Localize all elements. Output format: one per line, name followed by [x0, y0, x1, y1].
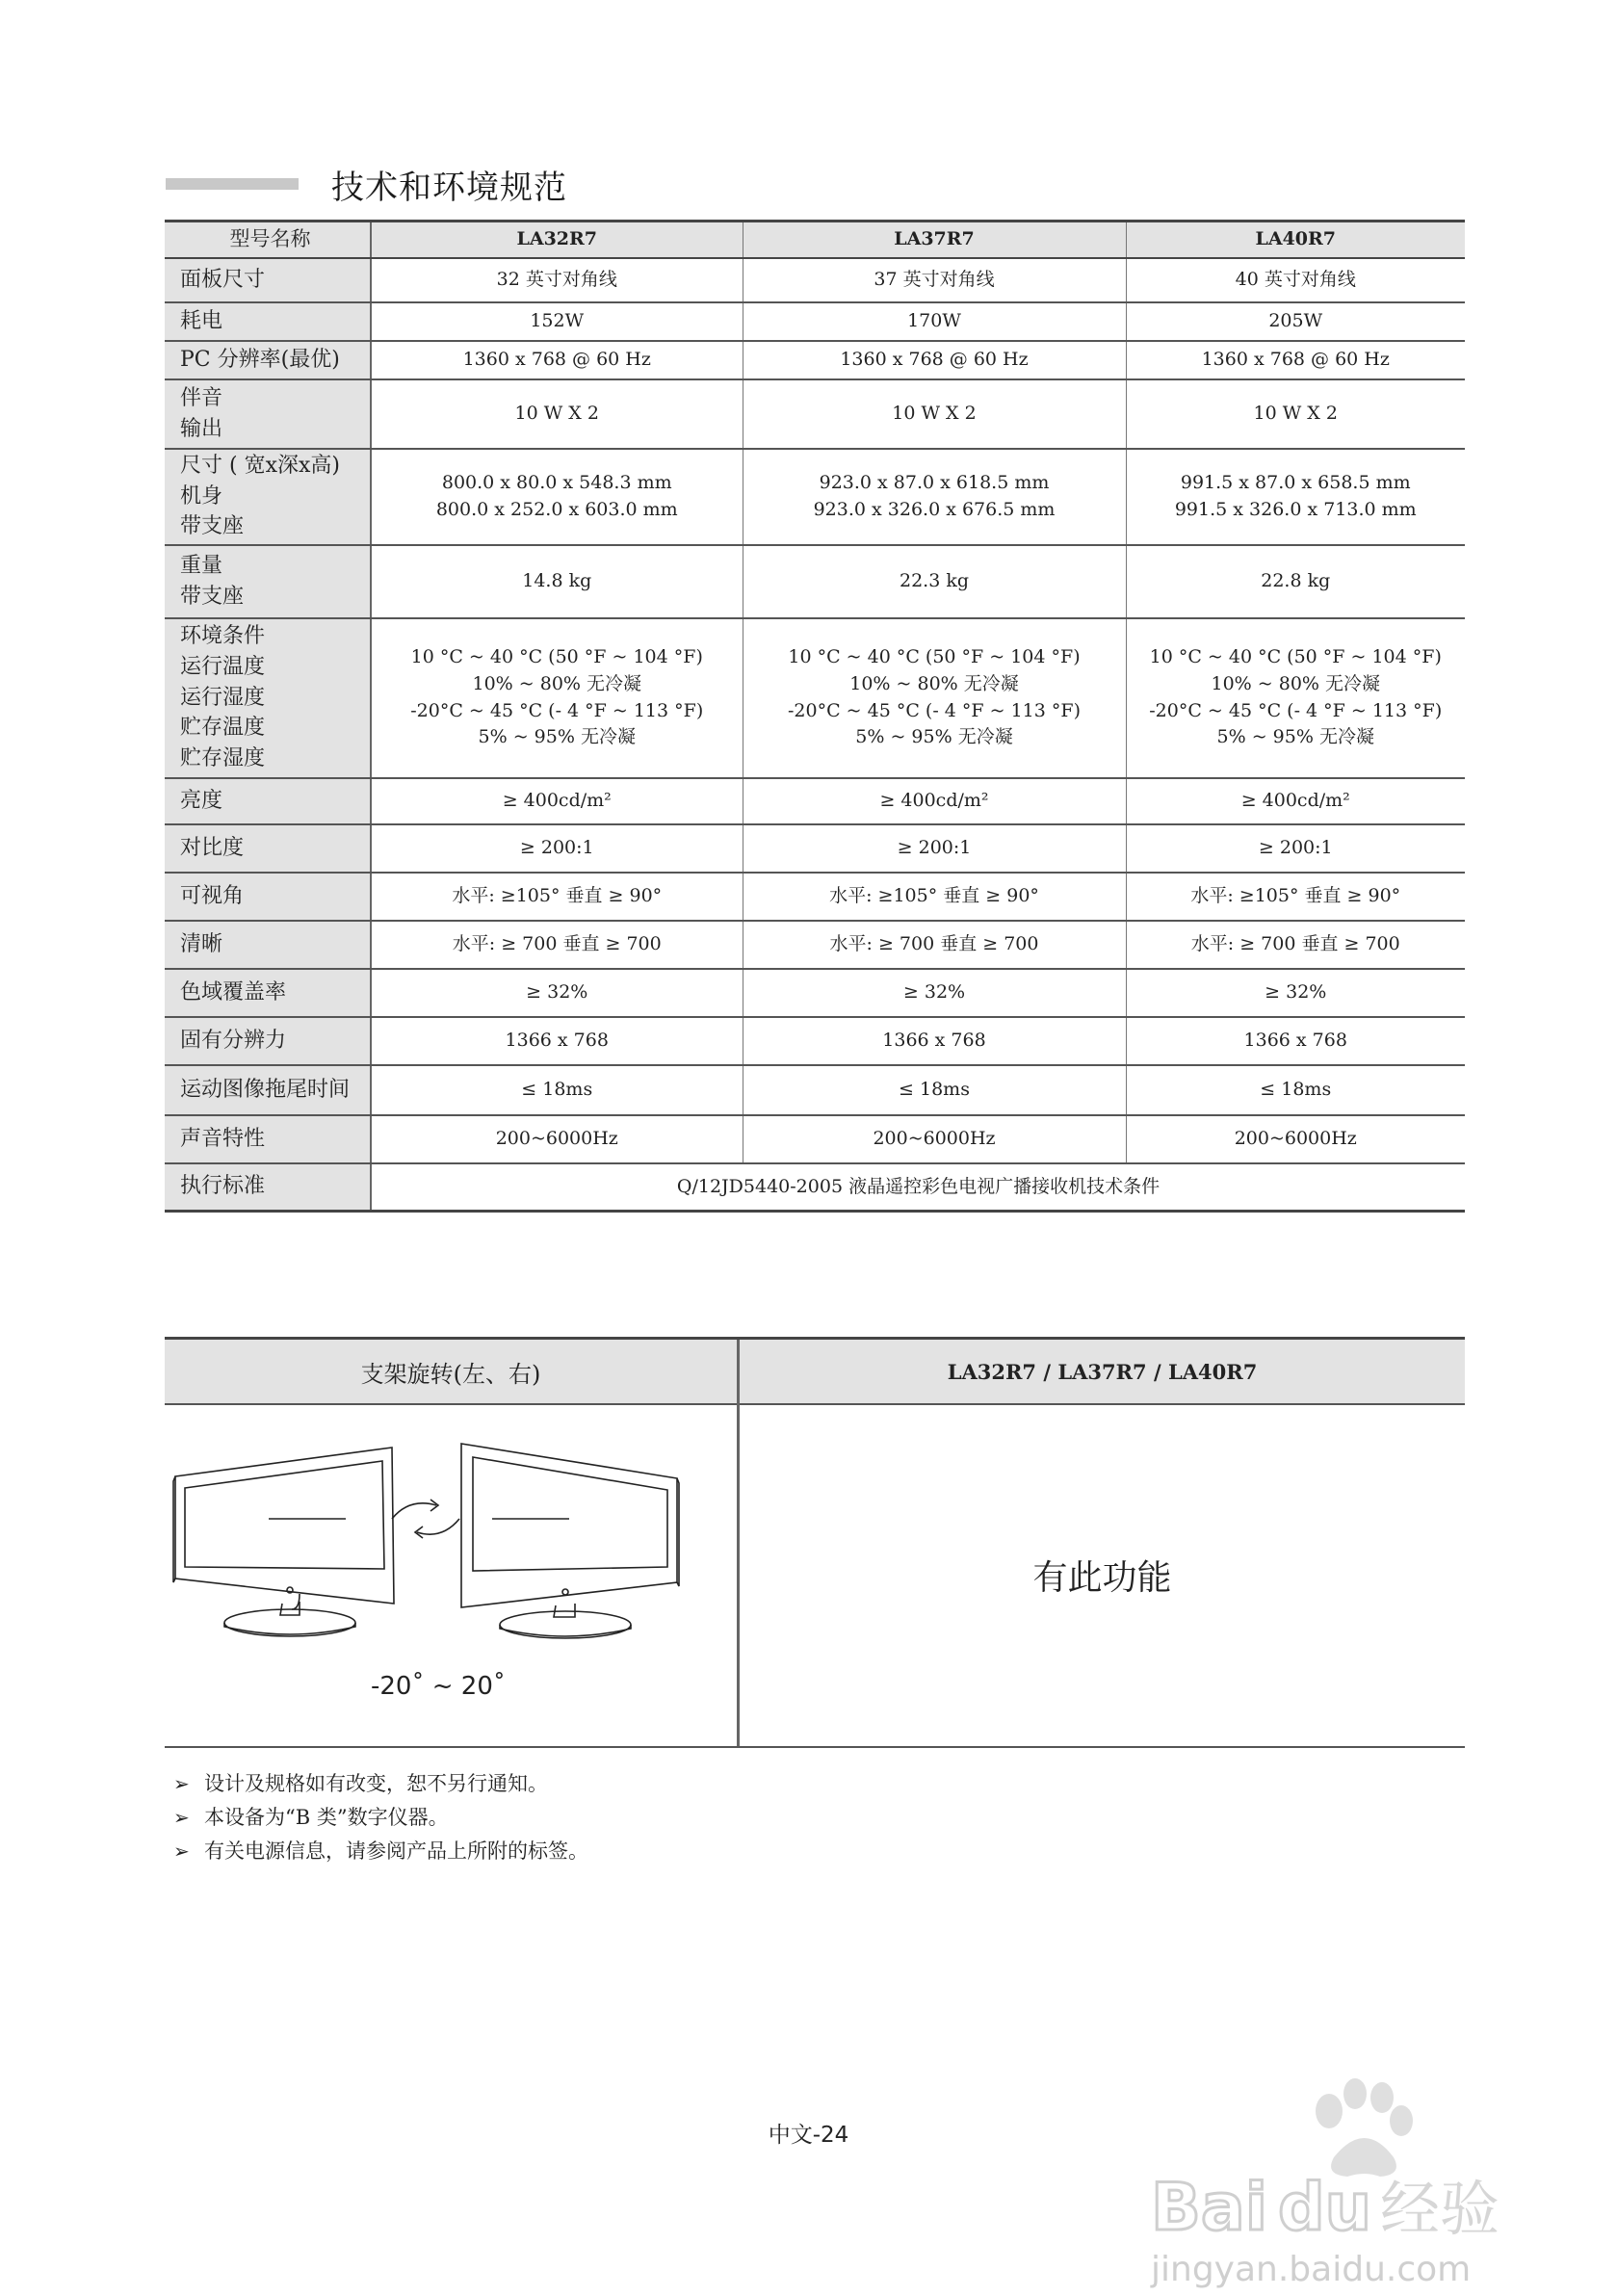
- right-tv-stand-icon: [500, 1611, 631, 1638]
- spec-label-line: 贮存湿度: [180, 746, 266, 771]
- spec-row: [165, 1065, 1465, 1115]
- spec-value-cell: [743, 873, 1126, 921]
- spec-value-line: 1366 x 768: [1243, 1029, 1347, 1051]
- spec-value-cell: [1126, 1065, 1465, 1115]
- spec-label-cell: [165, 545, 371, 618]
- spec-label-line: 色域覆盖率: [180, 979, 287, 1004]
- spec-header-row: [165, 222, 1465, 258]
- spec-value-line: 水平: ≥ 700 垂直 ≥ 700: [452, 932, 662, 954]
- svg-text:Bai: Bai: [1151, 2170, 1268, 2246]
- spec-value-cell: [743, 302, 1126, 341]
- spec-value-line: ≤ 18ms: [899, 1078, 970, 1100]
- spec-row: [165, 449, 1465, 545]
- spec-label-cell: [165, 449, 371, 545]
- spec-value-line: -20°C ~ 45 °C (- 4 °F ~ 113 °F): [1149, 699, 1443, 721]
- standard-value-cell: Q/12JD5440-2005 液晶遥控彩色电视广播接收机技术条件: [371, 1163, 1465, 1212]
- spec-label-line: 尺寸 ( 宽x深x高): [180, 453, 340, 478]
- spec-value-cell: [1126, 778, 1465, 824]
- spec-row: [165, 824, 1465, 873]
- spec-value-line: ≤ 18ms: [521, 1078, 593, 1100]
- spec-value-line: 水平: ≥105° 垂直 ≥ 90°: [829, 884, 1039, 906]
- spec-value-cell: [1126, 618, 1465, 778]
- spec-label-line: 面板尺寸: [180, 267, 266, 292]
- spec-value-line: 1360 x 768 @ 60 Hz: [462, 348, 651, 370]
- spec-value-cell: [371, 1017, 743, 1065]
- spec-value-line: 5% ~ 95% 无冷凝: [1216, 726, 1374, 748]
- spec-value-line: 1360 x 768 @ 60 Hz: [840, 348, 1029, 370]
- spec-value-line: -20°C ~ 45 °C (- 4 °F ~ 113 °F): [410, 699, 704, 721]
- spec-value-cell: [371, 1065, 743, 1115]
- spec-value-cell: [743, 778, 1126, 824]
- spec-value-line: 923.0 x 87.0 x 618.5 mm: [819, 471, 1050, 493]
- spec-row: [165, 618, 1465, 778]
- spec-value-cell: [743, 379, 1126, 449]
- tv-rotation-drawing: [165, 1405, 737, 1744]
- spec-value-line: 152W: [530, 309, 585, 331]
- spec-value-line: 水平: ≥105° 垂直 ≥ 90°: [1190, 884, 1401, 906]
- note-item: ➢ 本设备为“B 类”数字仪器。: [173, 1801, 588, 1835]
- svg-text:jingyan.baidu.com: jingyan.baidu.com: [1151, 2250, 1472, 2289]
- spec-value-cell: [1126, 302, 1465, 341]
- spec-value-line: 10% ~ 80% 无冷凝: [1211, 672, 1380, 694]
- spec-value-line: 10 W X 2: [514, 402, 599, 424]
- spec-value-line: ≥ 32%: [902, 980, 966, 1003]
- note-item: ➢ 设计及规格如有改变，恕不另行通知。: [173, 1767, 588, 1801]
- spec-value-line: 200~6000Hz: [1234, 1127, 1357, 1149]
- left-tv-frame-icon: [175, 1448, 394, 1604]
- spec-value-cell: [1126, 449, 1465, 545]
- spec-label-line: 亮度: [180, 788, 223, 813]
- spec-value-cell: [371, 449, 743, 545]
- spec-value-cell: [1126, 824, 1465, 873]
- spec-value-line: 32 英寸对角线: [496, 268, 617, 290]
- spec-label-cell: [165, 1115, 371, 1163]
- spec-value-line: 10% ~ 80% 无冷凝: [849, 672, 1019, 694]
- spec-label-line: 带支座: [180, 514, 245, 539]
- spec-value-line: 1366 x 768: [882, 1029, 986, 1051]
- rotation-header-right: LA32R7 / LA37R7 / LA40R7: [740, 1340, 1465, 1405]
- spec-value-line: ≥ 32%: [526, 980, 588, 1003]
- left-tv-stand-icon: [224, 1609, 355, 1636]
- spec-value-cell: [743, 1065, 1126, 1115]
- spec-label-cell: [165, 824, 371, 873]
- spec-label-line: 固有分辨力: [180, 1028, 287, 1053]
- spec-value-line: 800.0 x 80.0 x 548.3 mm: [441, 471, 672, 493]
- page-number: 中文-24: [768, 2123, 849, 2148]
- right-tv-frame-icon: [461, 1444, 677, 1607]
- spec-label-cell: [165, 969, 371, 1017]
- spec-label-cell: [165, 921, 371, 969]
- spec-value-line: 14.8 kg: [522, 569, 592, 591]
- spec-label-line: 输出: [180, 416, 223, 441]
- spec-value-line: 10 W X 2: [892, 402, 977, 424]
- spec-label-line: 重量: [180, 553, 223, 578]
- spec-value-line: -20°C ~ 45 °C (- 4 °F ~ 113 °F): [787, 699, 1081, 721]
- spec-value-line: 10% ~ 80% 无冷凝: [472, 672, 641, 694]
- model-name-cell: LA32R7: [371, 222, 743, 258]
- spec-value-cell: [743, 1017, 1126, 1065]
- spec-row: [165, 1115, 1465, 1163]
- rotate-right-arrow-icon: [417, 1519, 459, 1534]
- spec-value-line: 5% ~ 95% 无冷凝: [855, 726, 1013, 748]
- spec-value-line: 1360 x 768 @ 60 Hz: [1201, 348, 1390, 370]
- spec-value-cell: [743, 921, 1126, 969]
- spec-label-cell: [165, 1017, 371, 1065]
- spec-label-line: 声音特性: [180, 1126, 266, 1151]
- spec-value-line: ≥ 400cd/m²: [879, 789, 989, 811]
- spec-value-line: 200~6000Hz: [873, 1127, 996, 1149]
- spec-value-line: ≥ 200:1: [897, 836, 972, 858]
- spec-label-line: 运行温度: [180, 654, 266, 679]
- spec-value-cell: [371, 778, 743, 824]
- spec-label-line: 对比度: [180, 835, 245, 860]
- spec-value-line: 1366 x 768: [505, 1029, 609, 1051]
- spec-row: [165, 258, 1465, 302]
- spec-value-cell: [371, 545, 743, 618]
- rotation-illustration: [165, 1405, 737, 1744]
- heading-bar: [166, 178, 299, 190]
- spec-label-line: 贮存温度: [180, 716, 266, 741]
- spec-value-cell: [743, 618, 1126, 778]
- rotation-table: [165, 1337, 1465, 1748]
- spec-label-cell: [165, 258, 371, 302]
- spec-label-line: 运行湿度: [180, 685, 266, 710]
- spec-value-cell: [1126, 969, 1465, 1017]
- spec-label-cell: [165, 618, 371, 778]
- spec-value-line: 10 °C ~ 40 °C (50 °F ~ 104 °F): [788, 646, 1081, 668]
- spec-row: [165, 873, 1465, 921]
- spec-value-cell: [1126, 1017, 1465, 1065]
- arrow-bullet-icon: ➢: [173, 1806, 190, 1829]
- spec-value-cell: [371, 341, 743, 379]
- baidu-watermark-logo: [1141, 2051, 1536, 2292]
- svg-text:经验: 经验: [1380, 2174, 1500, 2244]
- spec-row: [165, 1017, 1465, 1065]
- arrow-bullet-icon: ➢: [173, 1839, 190, 1863]
- spec-value-line: 40 英寸对角线: [1235, 268, 1356, 290]
- spec-row: [165, 379, 1465, 449]
- angle-caption: -20˚ ~ 20˚: [371, 1672, 506, 1701]
- spec-value-cell: [371, 379, 743, 449]
- spec-value-line: 22.3 kg: [899, 569, 970, 591]
- model-name-cell: LA37R7: [743, 222, 1126, 258]
- spec-row: [165, 969, 1465, 1017]
- spec-value-line: 205W: [1268, 309, 1323, 331]
- spec-value-cell: [371, 873, 743, 921]
- spec-value-line: 22.8 kg: [1261, 569, 1331, 591]
- feature-text: 有此功能: [1032, 1557, 1172, 1598]
- spec-value-cell: [743, 449, 1126, 545]
- spec-label-cell: [165, 1065, 371, 1115]
- spec-value-line: 5% ~ 95% 无冷凝: [478, 726, 636, 748]
- spec-value-cell: [371, 258, 743, 302]
- spec-value-cell: [371, 618, 743, 778]
- spec-value-line: ≥ 200:1: [519, 836, 594, 858]
- spec-label-line: 机身: [180, 483, 223, 509]
- rotate-left-arrow-icon: [392, 1503, 436, 1519]
- spec-value-cell: [1126, 1115, 1465, 1163]
- spec-label-cell: [165, 778, 371, 824]
- spec-value-line: 10 °C ~ 40 °C (50 °F ~ 104 °F): [1149, 646, 1442, 668]
- spec-label-cell: [165, 341, 371, 379]
- spec-value-line: 923.0 x 326.0 x 676.5 mm: [813, 498, 1056, 520]
- spec-row: [165, 545, 1465, 618]
- notes-list: [173, 1767, 588, 1868]
- spec-value-line: 170W: [907, 309, 961, 331]
- spec-row: [165, 921, 1465, 969]
- spec-value-line: 200~6000Hz: [495, 1127, 618, 1149]
- svg-text:du: du: [1278, 2170, 1372, 2246]
- spec-label-line: PC 分辨率(最优): [180, 347, 340, 372]
- spec-label-line: 耗电: [180, 308, 223, 333]
- spec-label-cell: [165, 302, 371, 341]
- spec-value-line: ≥ 32%: [1265, 980, 1327, 1003]
- spec-row: [165, 778, 1465, 824]
- spec-value-cell: [743, 258, 1126, 302]
- spec-value-cell: [371, 824, 743, 873]
- spec-value-cell: [743, 824, 1126, 873]
- model-name-cell: LA40R7: [1126, 222, 1465, 258]
- section-title: 技术和环境规范: [331, 168, 567, 207]
- spec-value-cell: [1126, 258, 1465, 302]
- spec-value-cell: [1126, 379, 1465, 449]
- spec-label-line: 可视角: [180, 883, 245, 908]
- spec-value-line: ≤ 18ms: [1260, 1078, 1332, 1100]
- spec-row: [165, 341, 1465, 379]
- section-heading: [166, 160, 567, 208]
- spec-table: [165, 220, 1465, 1213]
- spec-value-cell: [743, 969, 1126, 1017]
- arrow-bullet-icon: ➢: [173, 1772, 190, 1795]
- spec-value-cell: [1126, 341, 1465, 379]
- spec-value-line: 991.5 x 326.0 x 713.0 mm: [1174, 498, 1417, 520]
- spec-label-cell: [165, 379, 371, 449]
- spec-label-line: 带支座: [180, 584, 245, 609]
- spec-value-cell: [371, 969, 743, 1017]
- spec-value-cell: [371, 1115, 743, 1163]
- spec-label-line: 环境条件: [180, 623, 266, 648]
- standard-label-cell: 执行标准: [165, 1163, 371, 1212]
- spec-value-cell: [371, 921, 743, 969]
- spec-value-line: ≥ 400cd/m²: [1240, 789, 1350, 811]
- spec-value-line: ≥ 200:1: [1258, 836, 1333, 858]
- spec-value-cell: [743, 341, 1126, 379]
- spec-value-cell: [743, 545, 1126, 618]
- spec-value-line: 10 °C ~ 40 °C (50 °F ~ 104 °F): [410, 646, 703, 668]
- spec-standard-row: [165, 1163, 1465, 1212]
- spec-value-cell: [371, 302, 743, 341]
- note-item: ➢ 有关电源信息，请参阅产品上所附的标签。: [173, 1835, 588, 1868]
- model-label-cell: 型号名称: [165, 222, 371, 258]
- spec-value-cell: [1126, 873, 1465, 921]
- spec-value-line: 水平: ≥105° 垂直 ≥ 90°: [452, 884, 663, 906]
- spec-row: [165, 302, 1465, 341]
- spec-label-line: 运动图像拖尾时间: [180, 1077, 351, 1102]
- spec-value-line: 10 W X 2: [1253, 402, 1338, 424]
- spec-value-cell: [1126, 921, 1465, 969]
- spec-label-line: 清晰: [180, 931, 223, 956]
- spec-label-line: 伴音: [180, 385, 223, 410]
- spec-value-cell: [743, 1115, 1126, 1163]
- spec-value-line: 37 英寸对角线: [874, 268, 995, 290]
- spec-value-line: 水平: ≥ 700 垂直 ≥ 700: [1190, 932, 1400, 954]
- spec-value-line: 991.5 x 87.0 x 658.5 mm: [1180, 471, 1411, 493]
- rotation-header-left: 支架旋转(左、右): [165, 1340, 737, 1405]
- spec-label-cell: [165, 873, 371, 921]
- spec-value-cell: [1126, 545, 1465, 618]
- spec-value-line: 水平: ≥ 700 垂直 ≥ 700: [829, 932, 1039, 954]
- spec-value-line: 800.0 x 252.0 x 603.0 mm: [435, 498, 678, 520]
- spec-value-line: ≥ 400cd/m²: [502, 789, 612, 811]
